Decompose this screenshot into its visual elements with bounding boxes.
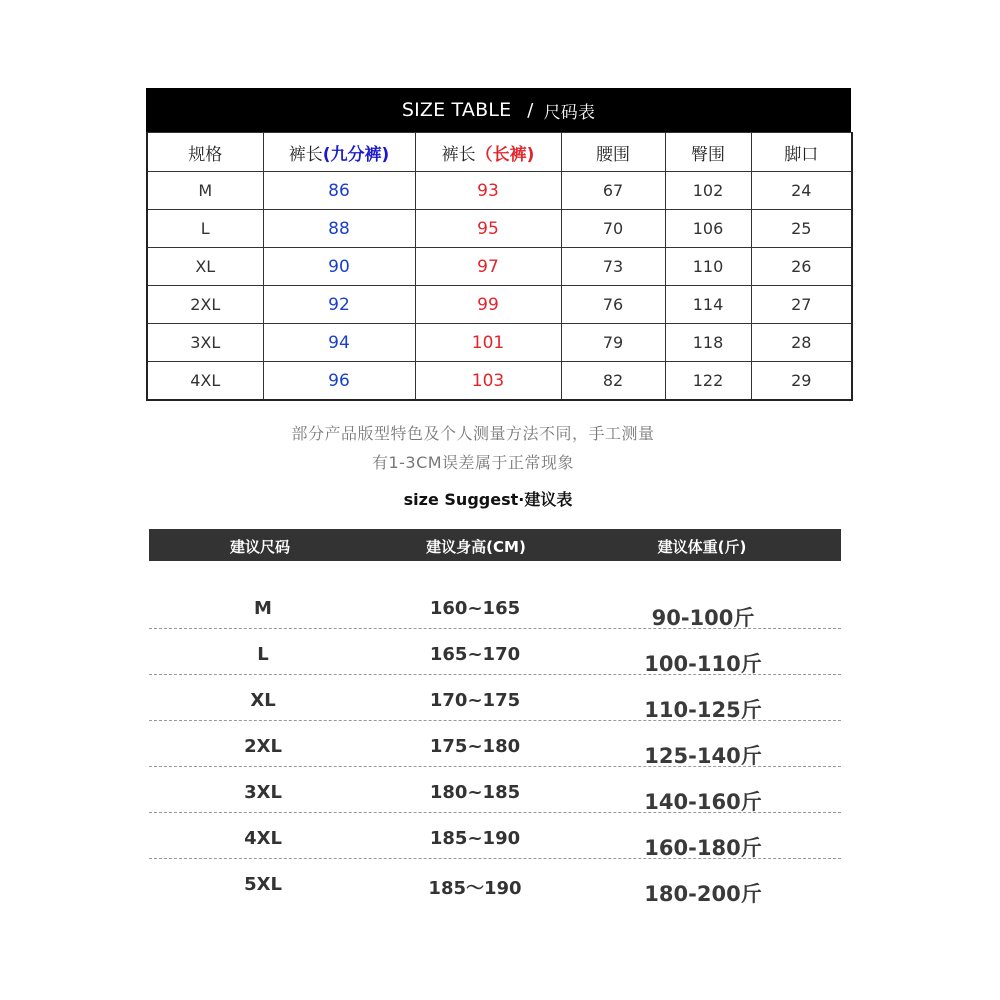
hip-cell: 106	[665, 210, 751, 248]
waist-cell: 82	[561, 362, 665, 401]
size-table-header-row	[147, 133, 852, 172]
hem-cell: 27	[751, 286, 852, 324]
size-table-title-en: SIZE TABLE	[401, 99, 512, 121]
col-header-hip: 臀围	[665, 133, 751, 172]
suggest-height-cell: 185～190	[428, 878, 522, 899]
col-header-cropped-length-note: (九分裤)	[322, 144, 390, 165]
size-cell: XL	[147, 248, 263, 286]
full-length-cell: 103	[415, 362, 561, 401]
size-table-title-cn: 尺码表	[543, 102, 596, 123]
size-cell: M	[147, 172, 263, 210]
suggest-row	[149, 582, 841, 629]
col-header-spec: 规格	[147, 133, 263, 172]
size-cell: 2XL	[147, 286, 263, 324]
size-table-row	[147, 172, 852, 210]
suggest-row	[149, 812, 841, 859]
suggest-size-cell: L	[257, 644, 269, 665]
suggest-weight-cell: 140-160斤	[644, 790, 762, 814]
suggest-height-cell: 180~185	[429, 782, 521, 803]
cropped-length-cell: 86	[263, 172, 415, 210]
suggest-height-cell: 160~165	[429, 598, 521, 619]
suggest-weight-cell: 110-125斤	[644, 698, 762, 722]
waist-cell: 76	[561, 286, 665, 324]
suggest-weight-cell: 180-200斤	[644, 882, 762, 906]
suggest-height-cell: 185~190	[429, 828, 521, 849]
cropped-length-cell: 96	[263, 362, 415, 401]
size-cell: 4XL	[147, 362, 263, 401]
size-table-title-bar	[146, 88, 851, 132]
suggest-row	[149, 858, 841, 904]
size-table-section	[146, 88, 851, 401]
size-table-row	[147, 324, 852, 362]
suggest-weight-cell: 125-140斤	[644, 744, 762, 768]
suggest-weight-cell: 100-110斤	[644, 652, 762, 676]
size-cell: L	[147, 210, 263, 248]
suggest-title: size Suggest·建议表	[403, 490, 573, 509]
col-header-hem: 脚口	[751, 133, 852, 172]
suggest-header-size: 建议尺码	[229, 538, 291, 556]
hem-cell: 26	[751, 248, 852, 286]
cropped-length-cell: 90	[263, 248, 415, 286]
full-length-cell: 99	[415, 286, 561, 324]
waist-cell: 67	[561, 172, 665, 210]
col-header-cropped-length-label: 裤长	[288, 144, 323, 165]
hip-cell: 102	[665, 172, 751, 210]
suggest-size-cell: XL	[250, 690, 276, 711]
size-table	[146, 132, 853, 401]
suggest-height-cell: 165~170	[429, 644, 521, 665]
suggest-size-cell: 3XL	[244, 782, 282, 803]
col-header-full-length-label: 裤长	[441, 144, 476, 165]
hem-cell: 24	[751, 172, 852, 210]
size-table-row	[147, 248, 852, 286]
measurement-note-line1: 部分产品版型特色及个人测量方法不同，手工测量	[291, 424, 655, 443]
suggest-height-cell: 175~180	[429, 736, 521, 757]
full-length-cell: 97	[415, 248, 561, 286]
suggest-size-cell: 4XL	[244, 828, 282, 849]
suggest-row	[149, 674, 841, 721]
waist-cell: 73	[561, 248, 665, 286]
cropped-length-cell: 94	[263, 324, 415, 362]
full-length-cell: 93	[415, 172, 561, 210]
suggest-row	[149, 766, 841, 813]
size-cell: 3XL	[147, 324, 263, 362]
waist-cell: 70	[561, 210, 665, 248]
size-table-row	[147, 362, 852, 401]
hip-cell: 118	[665, 324, 751, 362]
hip-cell: 110	[665, 248, 751, 286]
suggest-weight-cell: 90-100斤	[651, 606, 755, 630]
col-header-cropped-length	[263, 133, 415, 172]
col-header-full-length	[415, 133, 561, 172]
hem-cell: 29	[751, 362, 852, 401]
suggest-size-cell: 5XL	[244, 874, 282, 895]
cropped-length-cell: 88	[263, 210, 415, 248]
col-header-waist: 腰围	[561, 133, 665, 172]
size-table-row	[147, 210, 852, 248]
suggest-weight-cell: 160-180斤	[644, 836, 762, 860]
suggest-row	[149, 720, 841, 767]
suggest-size-cell: M	[254, 598, 272, 619]
hem-cell: 25	[751, 210, 852, 248]
suggest-header-height: 建议身高(CM)	[426, 538, 526, 556]
suggest-header-bar	[149, 529, 841, 561]
size-table-title-separator: /	[527, 99, 534, 121]
col-header-full-length-note: （长裤)	[475, 144, 535, 165]
waist-cell: 79	[561, 324, 665, 362]
suggest-header-weight: 建议体重(斤)	[657, 538, 747, 556]
cropped-length-cell: 92	[263, 286, 415, 324]
hem-cell: 28	[751, 324, 852, 362]
suggest-size-cell: 2XL	[244, 736, 282, 757]
hip-cell: 122	[665, 362, 751, 401]
full-length-cell: 95	[415, 210, 561, 248]
full-length-cell: 101	[415, 324, 561, 362]
suggest-row	[149, 628, 841, 675]
size-table-body	[147, 172, 852, 401]
suggest-height-cell: 170~175	[429, 690, 521, 711]
measurement-note-line2: 有1-3CM误差属于正常现象	[371, 453, 575, 472]
hip-cell: 114	[665, 286, 751, 324]
size-table-row	[147, 286, 852, 324]
